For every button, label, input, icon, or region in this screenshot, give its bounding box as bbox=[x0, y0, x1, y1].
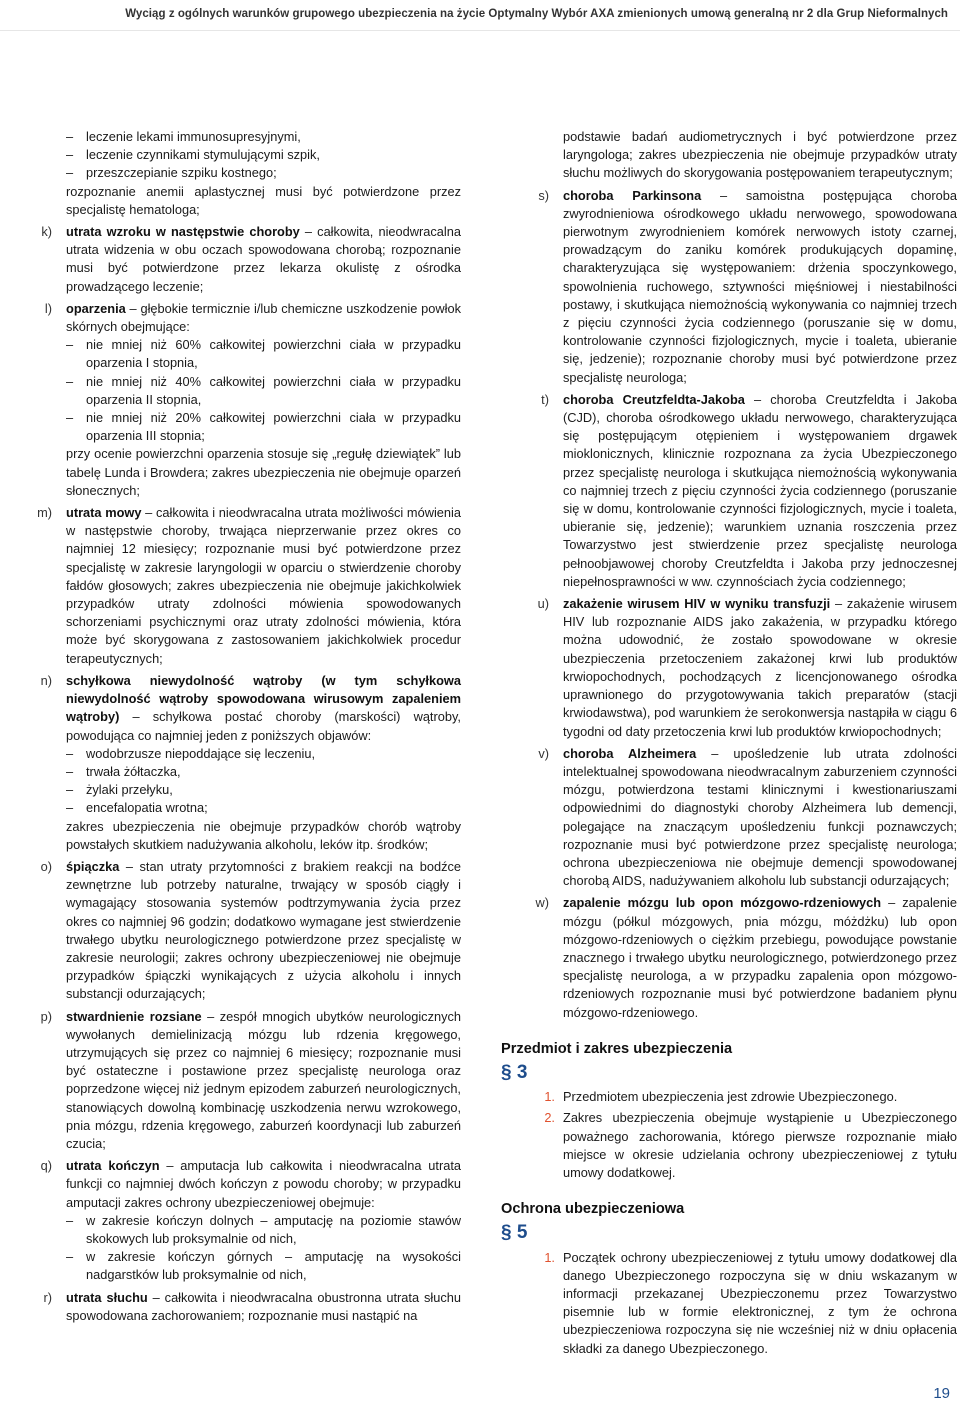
clause-p bbox=[40, 1008, 461, 1154]
clause-text: – samoistna postępująca choroba zwyrodnieniowa ośrodkowego układu nerwowego, spowodowana pierwotnym zwyrodnieniem komórek nerwowych istoty czarnej, prowadzącym do zaniku komórek produkujących dopaminę, charakteryzująca się występowaniem: drżenia spoczynkowego, spowolnienia ruchowego, sztywności mięśniowej i niestabilności postawy, i skutkująca niemożnością wykonywania co najmniej trzech z pięciu czynności życia codziennego (poruszanie się w domu, kontrolowanie czynności fizjologicznych, mycie i toaleta, ubieranie się, jedzenie); rozpoznanie choroby musi być potwierdzone przez specjalistę neurologa; bbox=[563, 187, 958, 385]
list-item: – leczenie czynnikami stymulującymi szpik, bbox=[66, 146, 461, 164]
list-item: – nie mniej niż 20% całkowitej powierzchni ciała w przypadku oparzenia III stopnia; bbox=[66, 409, 461, 445]
clause-n bbox=[40, 672, 461, 745]
section-heading: Przedmiot i zakres ubezpieczenia bbox=[501, 1040, 733, 1057]
clause-text: – całkowita, nieodwracalna utrata widzenia w obu oczach spowodowana chorobą; rozpoznanie musi być potwierdzone przez lekarza okulistę z ośrodka prowadzącego leczenie; bbox=[66, 224, 461, 294]
item-text: Przedmiotem ubezpieczenia jest zdrowie Ubezpieczonego. bbox=[563, 1089, 898, 1105]
clause-term: choroba Alzheimera bbox=[563, 745, 697, 761]
item-number: 1. bbox=[544, 1089, 555, 1105]
clause-q bbox=[40, 1157, 461, 1212]
clause-marker: l) bbox=[44, 300, 52, 316]
list-item: – w zakresie kończyn górnych – amputację na wysokości nadgarstków lub proksymalnie od nich, bbox=[66, 1248, 461, 1284]
clause-s bbox=[538, 187, 958, 387]
clause-marker: v) bbox=[538, 745, 549, 761]
list-item: – wodobrzusze niepoddające się leczeniu, bbox=[66, 745, 461, 763]
item-number: 1. bbox=[544, 1249, 555, 1265]
clause-marker: m) bbox=[37, 505, 52, 521]
right-column bbox=[501, 128, 958, 1358]
clause-term: zakażenie wirusem HIV w wyniku transfuzji bbox=[563, 596, 831, 612]
numbered-item bbox=[544, 1249, 957, 1358]
clause-text: – upośledzenie lub utrata zdolności intelektualnej spowodowana nieodwracalnym zaburzeniem czynności mózgu, potwierdzona testami klinicznymi i kwestionariuszami odpowiednimi do diagnostyki choroby Alzheimera lub demencji, polegające na znaczącym upośledzeniu funkcji poznawczych; rozpoznanie musi być potwierdzone przez specjalistę neurologa; ochrona ubezpieczeniowa nie obejmuje demencji spowodowanej chorobą AIDS, nadużywaniem alkoholu lub substancji odurzających; bbox=[563, 745, 957, 889]
item-text: Zakres ubezpieczenia obejmuje wystąpienie u Ubezpieczonego poważnego zachorowania, którego pierwsze rozpoznanie miało miejsce w okresie udzielania ochrony ubezpieczeniowej z tytułu umowy dodatkowej. bbox=[563, 1110, 957, 1180]
item-number: 2. bbox=[544, 1110, 555, 1126]
page-number: 19 bbox=[933, 1385, 950, 1402]
list-item: – encefalopatia wrotna; bbox=[66, 799, 461, 817]
clause-w bbox=[535, 894, 957, 1021]
clause-marker: r) bbox=[43, 1289, 52, 1305]
clause-text: – zespół mnogich ubytków neurologicznych wywołanych demielinizacją mózgu lub rdzenia kręgowego, utrzymujących się przez co najmniej 6 miesięcy; rozpoznanie musi być ostateczne i postawione przez specjalistę neurologa oraz poprzedzone więcej niż jednym epizodem zaburzeń neurologicznych, stanowiących dowolną kombinację uszkodzenia nerwu wzrokowego, pnia mózgu, rdzenia kręgowego, zaburzeń koordynacji lub zaburzeń czucia; bbox=[66, 1008, 461, 1151]
section-heading: Ochrona ubezpieczeniowa bbox=[501, 1201, 685, 1218]
clause-marker: n) bbox=[40, 672, 52, 688]
clause-text: – zakażenie wirusem HIV lub rozpoznanie AIDS jako zakażenia, w przypadku którego można udowodnić, że zostało spowodowane w okresie ubezpieczenia przetoczeniem zakażonej krwi lub produktów krwiopochodnych, pochodzących z licencjonowanego ośrodka uprawnionego do przygotowywania takich preparatów (stacji krwiodawstwa), pod warunkiem że serokonwersja nastąpiła w ciągu 6 tygodni od daty przetoczenia krwi lub produktów krwiopochodnych; bbox=[563, 596, 957, 739]
clause-term: schyłkowa niewydolność wątroby (w tym schyłkowa niewydolność wątroby spowodowana wirusowym zapaleniem wątroby) bbox=[66, 672, 461, 725]
paragraph: przy ocenie powierzchni oparzenia stosuje się „regułę dziewiątek” lub tabelę Lunda i Browdera; zakres ubezpieczenia nie obejmuje oparzeń słonecznych; bbox=[66, 446, 461, 498]
clause-term: utrata wzroku w następstwie choroby bbox=[66, 224, 300, 240]
clause-r bbox=[43, 1289, 461, 1325]
header-divider bbox=[0, 30, 960, 31]
clause-marker: o) bbox=[40, 858, 52, 874]
list-item: – leczenie lekami immunosupresyjnymi, bbox=[66, 128, 461, 146]
clause-marker: w) bbox=[535, 895, 549, 911]
numbered-item bbox=[544, 1109, 957, 1182]
clause-term: stwardnienie rozsiane bbox=[66, 1008, 202, 1024]
paragraph-number: § 3 bbox=[501, 1061, 528, 1083]
clause-marker: u) bbox=[537, 596, 549, 612]
list-item: – przeszczepianie szpiku kostnego; bbox=[66, 164, 461, 182]
clause-marker: p) bbox=[40, 1008, 52, 1024]
clause-text: – stan utraty przytomności z brakiem reakcji na bodźce zewnętrzne lub potrzeby naturalne, trwający w sposób ciągły i wymagający stosowania systemów podtrzymywania życia przez okres co najmniej 96 godzin; dodatkowo wymagane jest stwierdzenie trwałego ubytku neurologicznego potwierdzone przez specjalistę w zakresie neurologii; zakres ochrony ubezpieczeniowej nie obejmuje przypadków śpiączki wynikających z użycia alkoholu i innych substancji odurzających; bbox=[66, 858, 461, 1002]
clause-term: zapalenie mózgu lub opon mózgowo-rdzeniowych bbox=[563, 895, 882, 911]
clause-term: utrata słuchu bbox=[66, 1289, 148, 1305]
clause-text: – amputacja lub całkowita i nieodwracalna utrata funkcji co najmniej dwóch kończyn z powodu choroby; w przypadku amputacji zakres ochrony ubezpieczeniowej obejmuje: bbox=[66, 1158, 461, 1210]
clause-text: – choroba Creutzfeldta i Jakoba (CJD), choroba ośrodkowego układu nerwowego, charakteryzująca się postępującym otępieniem i występowaniem drgawek mioklonicznych, klinicznie rozpoznana za życia Ubezpieczonego przez specjalistę neurologa i skutkująca niemożnością wykonywania co najmniej trzech z pięciu czynności życia codziennego (poruszanie się w domu, kontrolowanie czynności fizjologicznych, mycie i toaleta, ubieranie się, jedzenie); warunkiem uznania roszczenia przez Towarzystwo jest stwierdzenie przez specjalistę neurologa pełnoobjawowej choroby Creutzfeldta i Jakoba przy jednoczesnej niepełnosprawności w ww. czynnościach życia codziennego; bbox=[563, 391, 957, 589]
list-item: – nie mniej niż 60% całkowitej powierzchni ciała w przypadku oparzenia I stopnia, bbox=[66, 336, 461, 372]
list-item: – nie mniej niż 40% całkowitej powierzchni ciała w przypadku oparzenia II stopnia, bbox=[66, 373, 461, 409]
clause-term: utrata mowy bbox=[66, 505, 142, 521]
paragraph: rozpoznanie anemii aplastycznej musi być potwierdzone przez specjalistę hematologa; bbox=[66, 183, 461, 217]
list-item: – trwała żółtaczka, bbox=[66, 763, 461, 781]
paragraph: zakres ubezpieczenia nie obejmuje przypadków chorób wątroby powstałych skutkiem nadużywania alkoholu, leków itp. środków; bbox=[66, 818, 461, 852]
clause-t bbox=[541, 391, 957, 591]
clause-text: – całkowita i nieodwracalna obustronna utrata słuchu spowodowana zachorowaniem; rozpoznanie musi nastąpić na bbox=[66, 1289, 461, 1323]
clause-marker: t) bbox=[541, 391, 549, 407]
clause-term: choroba Creutzfeldta-Jakoba bbox=[563, 391, 745, 407]
item-text: Początek ochrony ubezpieczeniowej z tytułu umowy dodatkowej dla danego Ubezpieczonego rozpoczyna się w dniu wskazanym w informacji przekazanej Ubezpieczonemu przez Towarzystwo pisemnie lub w formie elektronicznej, z tym że ochrona ubezpieczeniowa rozpoczyna się nie wcześniej niż w dniu opłacenia składki za danego Ubezpieczonego. bbox=[563, 1249, 957, 1356]
clause-l bbox=[44, 300, 461, 336]
clause-text: – zapalenie mózgu (półkul mózgowych, pnia mózgu, móżdżku) lub opon mózgowo-rdzeniowych o ciężkim przebiegu, powodujące powstanie znacznego i trwałego ubytku neurologicznego, potwierdzonego przez specjalistę neurologa, a w przypadku zapalenia opon mózgowo-rdzeniowych rozpoznanie musi być potwierdzone badaniem płynu mózgowo-rdzeniowego. bbox=[563, 895, 957, 1020]
left-column bbox=[37, 128, 461, 1325]
document-header: Wyciąg z ogólnych warunków grupowego ubezpieczenia na życie Optymalny Wybór AXA zmienionych umową generalną nr 2 dla Grup Nieformalnych bbox=[125, 8, 948, 20]
paragraph-number: § 5 bbox=[501, 1222, 528, 1244]
list-item: – w zakresie kończyn dolnych – amputację na poziomie stawów skokowych lub proksymalnie od nich, bbox=[66, 1212, 461, 1248]
clause-marker: q) bbox=[40, 1158, 52, 1174]
clause-marker: s) bbox=[538, 187, 549, 203]
clause-text: – schyłkowa postać choroby (marskości) wątroby, powodująca co najmniej jeden z poniższych objawów: bbox=[66, 709, 461, 743]
clause-term: utrata kończyn bbox=[66, 1158, 160, 1174]
clause-k bbox=[41, 223, 461, 296]
clause-o bbox=[40, 858, 461, 1004]
clause-u bbox=[537, 595, 957, 741]
clause-marker: k) bbox=[41, 224, 52, 240]
clause-text: – całkowita i nieodwracalna utrata możliwości mówienia w następstwie choroby, trwająca nieprzerwanie przez okres co najmniej 12 miesięcy; rozpoznanie musi być potwierdzone przez specjalistę w zakresie laryngologii w oparciu o stwierdzenie choroby fałdów głosowych; zakres ubezpieczenia nie obejmuje jakichkolwiek przypadków utraty zdolności mówienia spowodowanych schorzeniami psychicznymi oraz utraty zdolności mówienia, która może być skorygowana z zastosowaniem jakichkolwiek procedur terapeutycznych; bbox=[66, 505, 461, 666]
list-item: – żylaki przełyku, bbox=[66, 781, 461, 799]
clause-v bbox=[538, 745, 957, 891]
paragraph: podstawie badań audiometrycznych i być potwierdzone przez laryngologa; zakres ubezpieczenia nie obejmuje przypadków utraty słuchu możliwych do skorygowania postępowaniem terapeutycznym; bbox=[563, 129, 957, 181]
clause-term: oparzenia bbox=[66, 300, 126, 316]
clause-m bbox=[37, 504, 461, 668]
numbered-item bbox=[544, 1088, 957, 1106]
clause-text: – głębokie termicznie i/lub chemiczne uszkodzenie powłok skórnych obejmujące: bbox=[66, 300, 461, 335]
clause-term: śpiączka bbox=[66, 858, 120, 874]
clause-term: choroba Parkinsona bbox=[563, 187, 702, 203]
